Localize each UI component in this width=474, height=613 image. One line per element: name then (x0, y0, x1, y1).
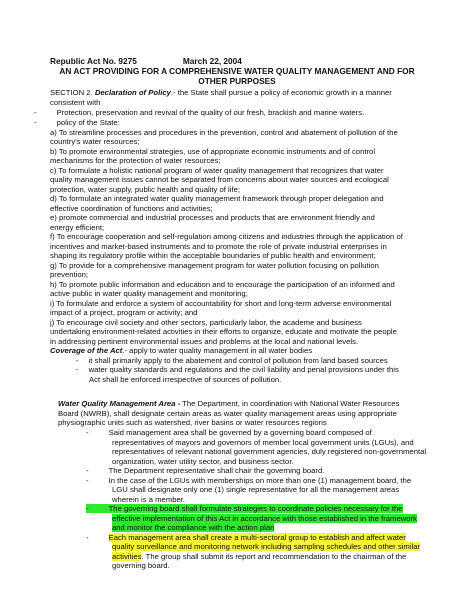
act-date: March 22, 2004 (182, 56, 242, 66)
policy-item-line: g) To provide for a comprehensive management program for water pollution focusing on pollution (50, 261, 379, 270)
bullet-marker: - (86, 504, 89, 513)
wqma-bullet-highlighted: - The governing board shall formulate strategies to coordinate policies necessary for the (86, 504, 403, 513)
wqma-bullet-highlighted: - Each management area shall create a multi-sectoral group to establish and affect water (86, 533, 406, 542)
coverage-bullet: - water quality standards and regulations and the civil liability and penal provisions under this (76, 365, 399, 374)
coverage-heading (50, 346, 312, 356)
bullet-marker: - (86, 466, 89, 475)
policy-item-line: a) To streamline processes and procedures in the prevention, control and abatement of pollution of the (50, 128, 398, 137)
policy-bullet-1: - Protection, preservation and revival of the quality of our fresh, brackish and marine waters. (34, 108, 365, 117)
wqma-bullet-cont-highlighted: effective implementation of this Act in accordance with those established in the framework (112, 514, 417, 523)
policy-item-line: d) To formulate an integrated water quality management framework through proper delegation and (50, 194, 384, 203)
wqma-intro-line: physiographic units such as watershed, river basins or water resources regions (58, 418, 327, 427)
policy-item-line: energy efficient; (50, 223, 105, 232)
wqma-bullet-cont: governing board. (112, 561, 170, 570)
wqma-bullet-cont: representatives of relevant national government agencies, duly registered non-governmental (112, 447, 427, 456)
policy-item-line: undertaking environment-related activities in their efforts to organize, educate and motivate the people (50, 327, 397, 336)
wqma-bullet-cont: activities. The group shall submit its report and recommendation to the chairman of the (112, 552, 407, 561)
coverage-title: Coverage of the Act (50, 346, 123, 355)
policy-item-line: effective coordination of functions and activities; (50, 204, 213, 213)
coverage-intro: .- apply to water quality management in all water bodies (122, 346, 313, 355)
policy-item-line: in addressing pertinent environmental issues and problems at the local and national levels. (50, 337, 359, 346)
wqma-title: Water Quality Management Area - (58, 399, 181, 408)
policy-item-line: i) To formulate and enforce a system of accountability for short and long-term adverse environmental (50, 299, 392, 308)
policy-item-line: quality management issues cannot be separated from concerns about water sources and ecological (50, 175, 389, 184)
section-intro-cont: consistent with (50, 98, 101, 107)
policy-item-line: incentives and market-based instruments and to promote the role of private industrial enterprises in (50, 242, 387, 251)
section-intro: .- the State shall pursue a policy of economic growth in a manner (170, 88, 392, 97)
section-2-heading (50, 88, 392, 98)
wqma-bullet-cont: representatives of mayors and governors of member local government units (LGUs), and (112, 438, 414, 447)
policy-item-line: impact of a project, program or activity; and (50, 308, 198, 317)
policy-item-line: c) To formulate a holistic national program of water quality management that recognizes that water (50, 166, 384, 175)
coverage-bullet: - it shall primarily apply to the abatement and control of pollution from land based sources (76, 356, 388, 365)
wqma-bullet: - The Department representative shall chair the governing board. (86, 466, 325, 475)
wqma-bullet-cont: organization, water utility sector, and business sector. (112, 457, 294, 466)
wqma-bullet-cont: LGU shall designate only one (1) single representative for all the management areas (112, 485, 400, 494)
wqma-bullet-cont-highlighted: and monitor the compliance with the action plan (112, 523, 275, 532)
policy-bullet-2: - policy of the State: (34, 118, 120, 127)
wqma-heading (58, 399, 399, 409)
wqma-intro: The Department, in coordination with National Water Resources (180, 399, 400, 408)
bullet-marker: - (76, 356, 79, 365)
bullet-marker: - (34, 118, 37, 127)
policy-item-line: country's water resources; (50, 137, 140, 146)
policy-item-line: shaping its regulatory profile within the acceptable boundaries of public health and environment; (50, 251, 376, 260)
section-title: Declaration of Policy (94, 88, 171, 97)
policy-item-line: b) To promote environmental strategies, use of appropriate economic instruments and of control (50, 147, 376, 156)
bullet-marker: - (34, 108, 37, 117)
wqma-intro-line: Board (NWRB), shall designate certain areas as water quality management areas using appropriate (58, 409, 397, 418)
coverage-bullet-cont: Act shall be enforced irrespective of sources of pollution. (89, 375, 282, 384)
bullet-marker: - (76, 365, 79, 374)
policy-item-line: f) To encourage cooperation and self-regulation among citizens and industries through the application of (50, 232, 403, 241)
wqma-bullet: - In the case of the LGUs with memberships on more than one (1) management board, the (86, 476, 412, 485)
wqma-bullet: - Said management area shall be governed by a governing board composed of (86, 428, 372, 437)
policy-item-line: prevention; (50, 270, 89, 279)
bullet-marker: - (86, 476, 89, 485)
section-label: SECTION 2. (50, 88, 93, 97)
policy-item-line: mechanisms for the protection of water resources; (50, 156, 221, 165)
act-title-line-2: OTHER PURPOSES (198, 76, 276, 86)
policy-item-line: e) promote commercial and industrial processes and products that are environment friendly and (50, 213, 375, 222)
policy-item-line: active public in water quality management and monitoring; (50, 289, 248, 298)
policy-item-line: protection, water supply, public health and quality of life; (50, 185, 241, 194)
wqma-bullet-cont: wherein is a member. (112, 495, 186, 504)
bullet-marker: - (86, 533, 89, 542)
wqma-bullet-cont-highlighted: quality surveillance and monitoring network including sampling schedules and other similar (112, 542, 421, 551)
policy-item-line: h) To promote public information and education and to encourage the participation of an informed and (50, 280, 395, 289)
act-title-line-1: AN ACT PROVIDING FOR A COMPREHENSIVE WATER QUALITY MANAGEMENT AND FOR (59, 66, 415, 76)
act-number: Republic Act No. 9275 (50, 56, 137, 66)
policy-item-line: j) To encourage civil society and other sectors, particularly labor, the academe and business (50, 318, 362, 327)
bullet-marker: - (86, 428, 89, 437)
